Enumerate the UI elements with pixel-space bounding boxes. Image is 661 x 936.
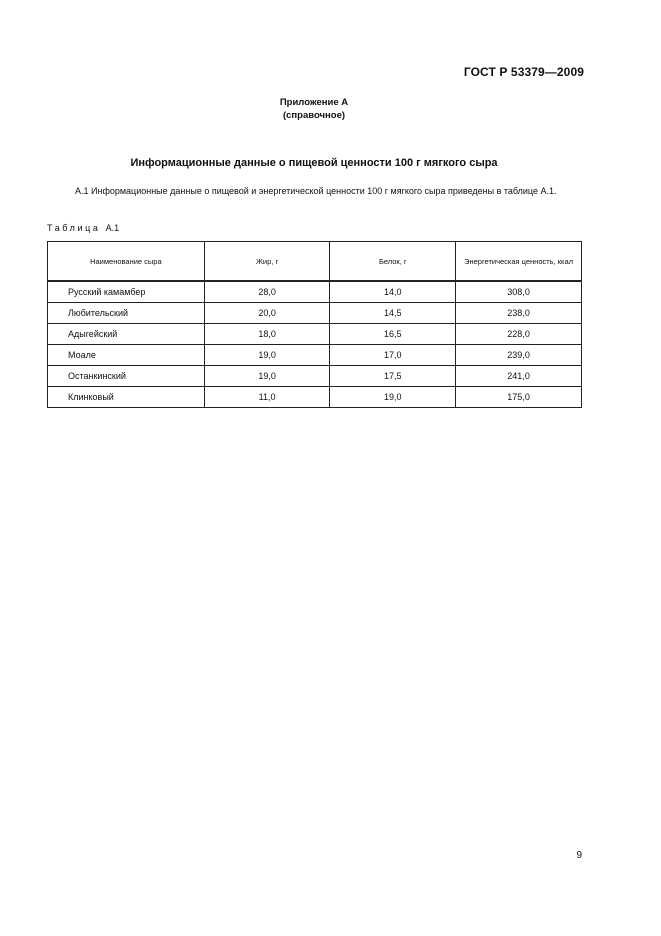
column-header-fat: Жир, г bbox=[204, 242, 330, 282]
cell-protein: 19,0 bbox=[330, 387, 456, 408]
cell-cheese-name: Моале bbox=[48, 345, 205, 366]
table-caption bbox=[47, 223, 119, 233]
cell-protein: 16,5 bbox=[330, 324, 456, 345]
cell-energy: 239,0 bbox=[456, 345, 582, 366]
cell-fat: 19,0 bbox=[204, 366, 330, 387]
appendix-title-block bbox=[0, 96, 628, 122]
cell-energy: 238,0 bbox=[456, 303, 582, 324]
cell-cheese-name: Любительский bbox=[48, 303, 205, 324]
cell-protein: 14,5 bbox=[330, 303, 456, 324]
table-header-row bbox=[48, 242, 582, 282]
nutrition-table bbox=[47, 241, 582, 408]
section-heading: Информационные данные о пищевой ценности 100 г мягкого сыра bbox=[130, 157, 498, 169]
cell-protein: 17,0 bbox=[330, 345, 456, 366]
appendix-subtitle: (справочное) bbox=[282, 110, 346, 121]
cell-energy: 241,0 bbox=[456, 366, 582, 387]
cell-cheese-name: Останкинский bbox=[48, 366, 205, 387]
table-row bbox=[48, 387, 582, 408]
table-row bbox=[48, 324, 582, 345]
cell-protein: 17,5 bbox=[330, 366, 456, 387]
column-header-name: Наименование сыра bbox=[48, 242, 205, 282]
table-caption-label: Таблица bbox=[47, 223, 101, 233]
cell-cheese-name: Русский камамбер bbox=[48, 281, 205, 303]
table-caption-number: А.1 bbox=[105, 223, 120, 233]
cell-cheese-name: Адыгейский bbox=[48, 324, 205, 345]
cell-cheese-name: Клинковый bbox=[48, 387, 205, 408]
cell-energy: 175,0 bbox=[456, 387, 582, 408]
cell-energy: 308,0 bbox=[456, 281, 582, 303]
document-code: ГОСТ Р 53379—2009 bbox=[463, 65, 584, 79]
page-number: 9 bbox=[576, 850, 582, 861]
cell-fat: 28,0 bbox=[204, 281, 330, 303]
column-header-energy: Энергетическая ценность, ккал bbox=[456, 242, 582, 282]
table-row bbox=[48, 303, 582, 324]
cell-fat: 18,0 bbox=[204, 324, 330, 345]
column-header-protein: Белок, г bbox=[330, 242, 456, 282]
cell-energy: 228,0 bbox=[456, 324, 582, 345]
table-row bbox=[48, 281, 582, 303]
table-row bbox=[48, 366, 582, 387]
cell-fat: 20,0 bbox=[204, 303, 330, 324]
cell-protein: 14,0 bbox=[330, 281, 456, 303]
table-row bbox=[48, 345, 582, 366]
appendix-title: Приложение А bbox=[279, 97, 349, 108]
cell-fat: 19,0 bbox=[204, 345, 330, 366]
cell-fat: 11,0 bbox=[204, 387, 330, 408]
paragraph-a1: А.1 Информационные данные о пищевой и энергетической ценности 100 г мягкого сыра приведены в таблице А.1. bbox=[75, 186, 557, 196]
